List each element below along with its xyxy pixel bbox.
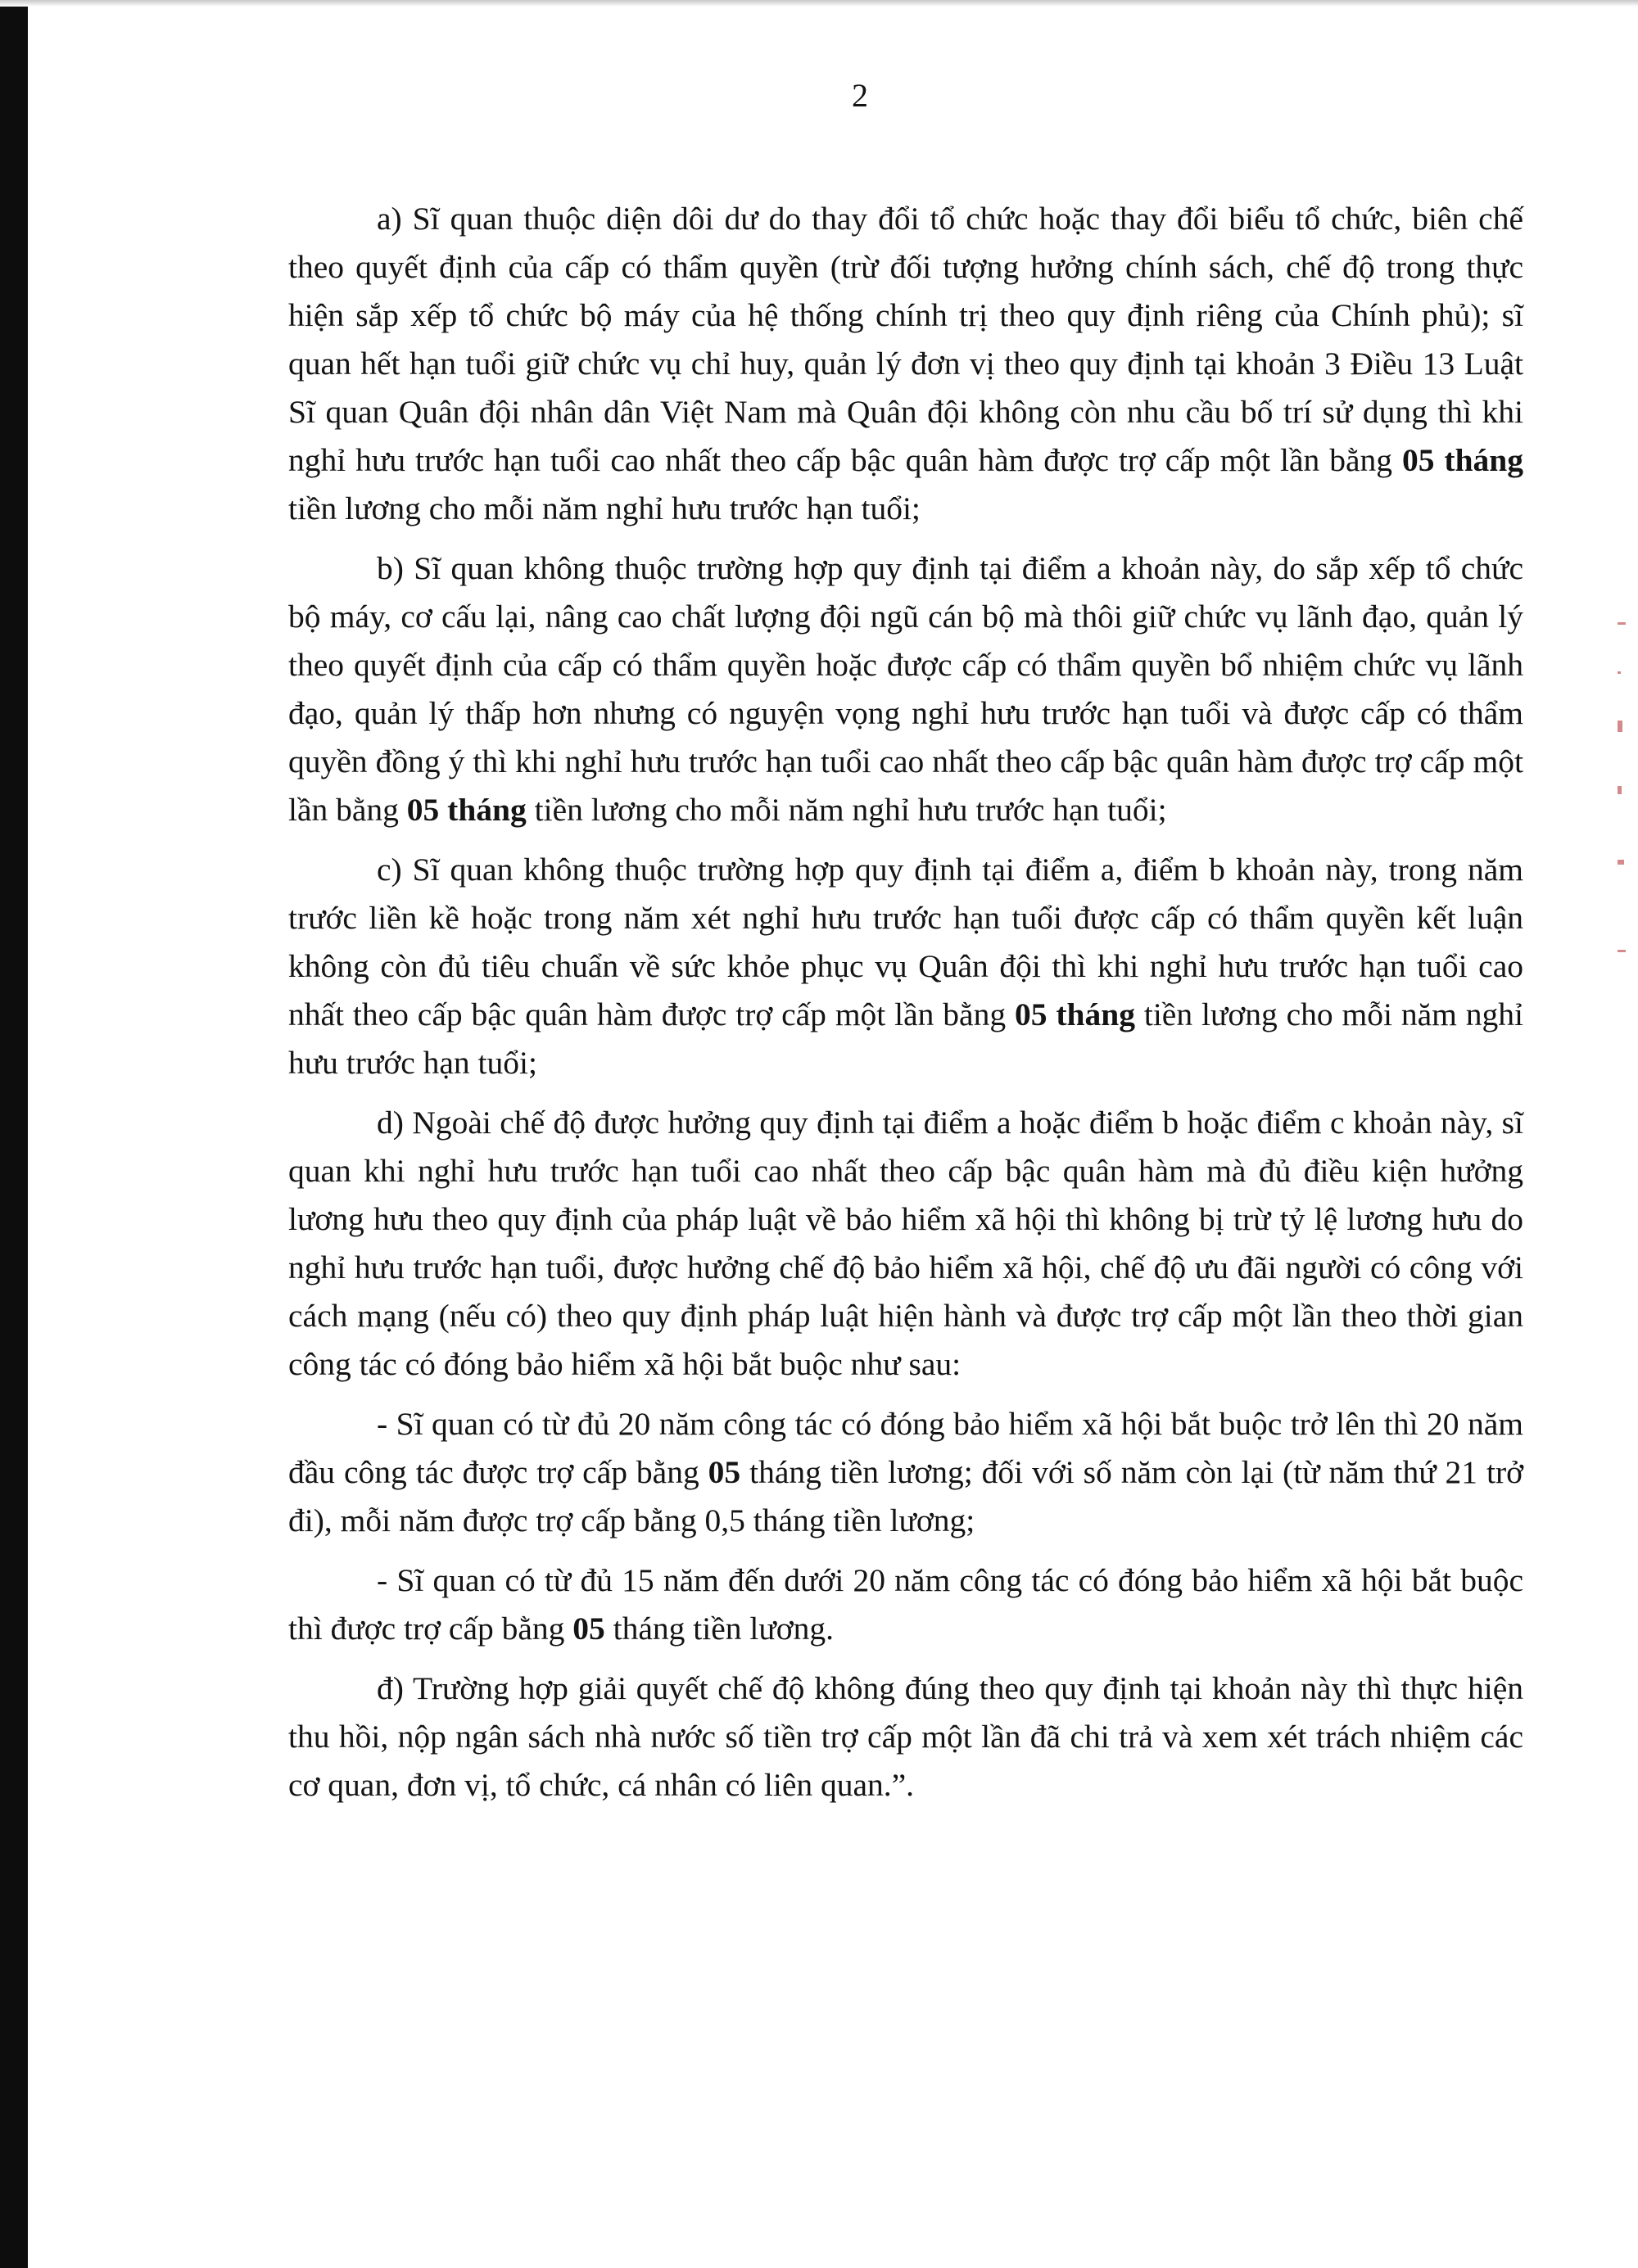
paragraph-text: tiền lương cho mỗi năm nghỉ hưu trước hạn tuổi; <box>526 792 1167 828</box>
paragraph-text: c) Sĩ quan không thuộc trường hợp quy định tại điểm a, điểm b khoản này, trong năm trước liền kề hoặc trong năm xét nghỉ hưu trước hạn tuổi được cấp có thẩm quyền kết luận không còn đủ tiêu chuẩn về sức khỏe phục vụ Quân đội thì khi nghỉ hưu trước hạn tuổi cao nhất theo cấp bậc quân hàm được trợ cấp một lần bằng <box>288 852 1523 1032</box>
paragraph-text: - Sĩ quan có từ đủ 15 năm đến dưới 20 năm công tác có đóng bảo hiểm xã hội bắt buộc thì được trợ cấp bằng <box>288 1562 1523 1647</box>
bold-text: 05 tháng <box>1401 442 1524 478</box>
scan-edge <box>0 0 28 2268</box>
paragraph-text: d) Ngoài chế độ được hưởng quy định tại điểm a hoặc điểm b hoặc điểm c khoản này, sĩ quan khi nghỉ hưu trước hạn tuổi cao nhất theo cấp bậc quân hàm mà đủ điều kiện hưởng lương hưu theo quy định của pháp luật về bảo hiểm xã hội thì không bị trừ tỷ lệ lương hưu do nghỉ hưu trước hạn tuổi, được hưởng chế độ bảo hiểm xã hội, chế độ ưu đãi người có công với cách mạng (nếu có) theo quy định pháp luật hiện hành và được trợ cấp một lần theo thời gian công tác có đóng bảo hiểm xã hội bắt buộc như sau: <box>288 1105 1523 1382</box>
bold-text: 05 tháng <box>1014 996 1135 1032</box>
bold-text: 05 <box>708 1454 741 1490</box>
paragraph <box>288 544 1523 834</box>
paragraph-text: tháng tiền lương; đối với số năm còn lại (từ năm thứ 21 trở đi), mỗi năm được trợ cấp bằng 0,5 tháng tiền lương; <box>288 1454 1524 1538</box>
paragraph-text: b) Sĩ quan không thuộc trường hợp quy định tại điểm a khoản này, do sắp xếp tổ chức bộ máy, cơ cấu lại, nâng cao chất lượng đội ngũ cán bộ mà thôi giữ chức vụ lãnh đạo, quản lý theo quyết định của cấp có thẩm quyền hoặc được cấp có thẩm quyền bổ nhiệm chức vụ lãnh đạo, quản lý thấp hơn nhưng có nguyện vọng nghỉ hưu trước hạn tuổi và được cấp có thẩm quyền đồng ý thì khi nghỉ hưu trước hạn tuổi cao nhất theo cấp bậc quân hàm được trợ cấp một lần bằng <box>288 550 1523 828</box>
paragraph <box>288 1400 1523 1545</box>
bold-text: 05 tháng <box>406 792 527 828</box>
bold-text: 05 <box>572 1611 605 1647</box>
paragraph-text: - Sĩ quan có từ đủ 20 năm công tác có đóng bảo hiểm xã hội bắt buộc trở lên thì 20 năm đầu công tác được trợ cấp bằng <box>288 1406 1523 1490</box>
margin-annotation-marks <box>1618 622 1636 966</box>
paragraph-text: tháng tiền lương. <box>604 1611 835 1647</box>
scan-shadow <box>0 0 1638 7</box>
paragraph <box>288 1665 1523 1809</box>
paragraph <box>288 846 1523 1087</box>
page-number: 2 <box>852 77 868 114</box>
paragraph <box>288 1099 1523 1389</box>
paragraph-text: đ) Trường hợp giải quyết chế độ không đúng theo quy định tại khoản này thì thực hiện thu hồi, nộp ngân sách nhà nước số tiền trợ cấp một lần đã chi trả và xem xét trách nhiệm các cơ quan, đơn vị, tổ chức, cá nhân có liên quan.”. <box>288 1670 1523 1803</box>
paragraph-text: tiền lương cho mỗi năm nghỉ hưu trước hạn tuổi; <box>288 996 1524 1081</box>
paragraph-text: tiền lương cho mỗi năm nghỉ hưu trước hạn tuổi; <box>288 490 921 526</box>
paragraph-text: a) Sĩ quan thuộc diện dôi dư do thay đổi tổ chức hoặc thay đổi biểu tổ chức, biên chế theo quyết định của cấp có thẩm quyền (trừ đối tượng hưởng chính sách, chế độ trong thực hiện sắp xếp tổ chức bộ máy của hệ thống chính trị theo quy định riêng của Chính phủ); sĩ quan hết hạn tuổi giữ chức vụ chỉ huy, quản lý đơn vị theo quy định tại khoản 3 Điều 13 Luật Sĩ quan Quân đội nhân dân Việt Nam mà Quân đội không còn nhu cầu bố trí sử dụng thì khi nghỉ hưu trước hạn tuổi cao nhất theo cấp bậc quân hàm được trợ cấp một lần bằng <box>288 201 1523 478</box>
paragraph <box>288 1556 1523 1653</box>
paragraph <box>288 195 1523 533</box>
document-body <box>288 195 1523 1809</box>
